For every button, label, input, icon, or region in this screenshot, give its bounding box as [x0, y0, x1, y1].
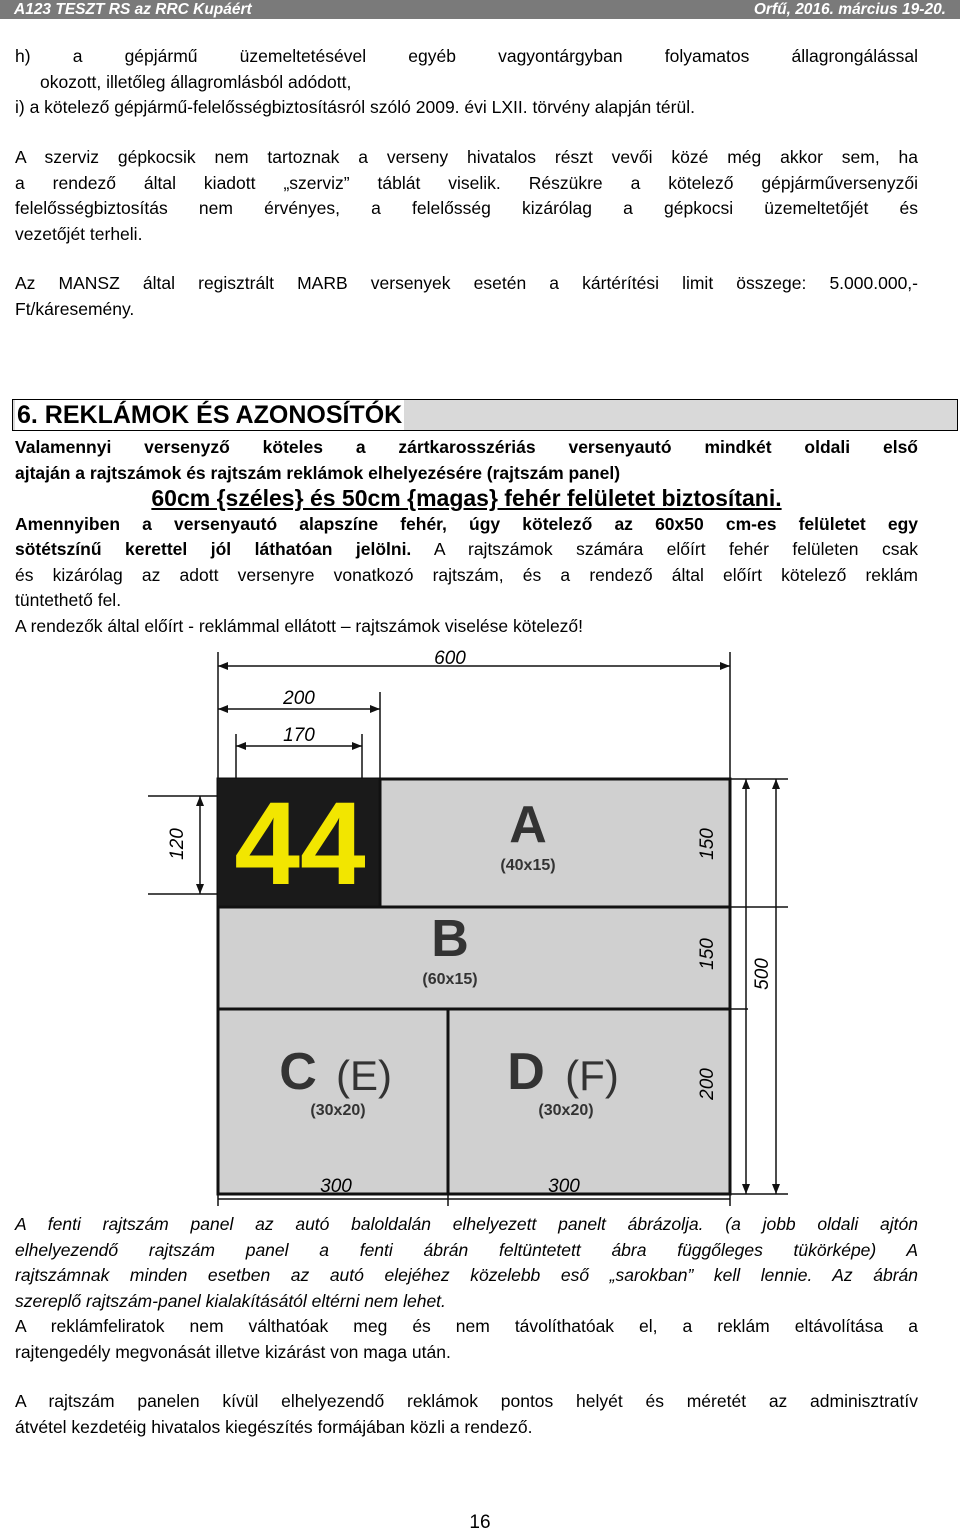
- page-number: 16: [469, 1512, 491, 1533]
- race-number-panel-diagram: [148, 644, 788, 1206]
- dim-150-b: 150: [697, 938, 718, 970]
- list-items: [15, 44, 918, 121]
- paragraph-other-ads: [15, 1389, 918, 1440]
- dim-500: 500: [752, 958, 773, 990]
- list-item-h-cont: okozott, illetőleg állagromlásból adódott,: [40, 71, 352, 92]
- dim-170: 170: [283, 725, 315, 746]
- text-line: A fenti rajtszám panel az autó baloldalán elhelyezett panelt ábrázolja. (a jobb oldali ajtón: [15, 1214, 918, 1234]
- text-line: A rajtszám panelen kívül elhelyezendő reklámok pontos helyét és méretét az adminisztratív: [15, 1391, 918, 1411]
- zone-b-size: (60x15): [422, 971, 478, 988]
- header-date: Orfű, 2016. március 19-20.: [753, 1, 946, 18]
- text-line: felelősségbiztosítás nem érvényes, a felelősség kizárólag a gépkocsi üzemeltetőjét és: [15, 198, 918, 218]
- section-title: 6. REKLÁMOK ÉS AZONOSÍTÓK: [17, 401, 403, 429]
- dim-300-b: 300: [548, 1176, 580, 1197]
- text-line: rajtengedély megvonását illetve kizárást von maga után.: [15, 1341, 451, 1362]
- text-line: A reklámfeliratok nem válthatóak meg és nem távolíthatóak el, a reklám eltávolítása a: [15, 1316, 918, 1336]
- list-item-i: i) a kötelező gépjármű-felelősségbiztosításról szóló 2009. évi LXII. törvény alapján térül.: [15, 97, 695, 117]
- list-item-h: h) a gépjármű üzemeltetésével egyéb vagyontárgyban folyamatos állagrongálással: [15, 46, 918, 66]
- dim-200-v: 200: [697, 1068, 718, 1100]
- text-line: elhelyezendő rajtszám panel a fenti ábrán feltüntetett ábra függőleges tükörképe) A: [15, 1239, 918, 1260]
- paragraph-figure-note: [15, 1212, 918, 1314]
- text-line: és kizárólag az adott versenyre vonatkozó rajtszám, és a rendező által előírt kötelező reklám: [15, 564, 918, 585]
- zone-d-size: (30x20): [538, 1102, 594, 1119]
- race-number: 44: [234, 778, 366, 910]
- text-line: a rendező által kiadott „szerviz” táblát viselik. Részükre a kötelező gépjárműversenyzői: [15, 172, 918, 193]
- paragraph-service-cars: [15, 145, 918, 247]
- text-line: A rendezők által előírt - reklámmal ellátott – rajtszámok viselése kötelező!: [15, 615, 584, 636]
- dim-120: 120: [167, 828, 188, 860]
- zone-c-size: (30x20): [310, 1102, 366, 1119]
- zone-c-letter: C: [279, 1043, 317, 1101]
- text-line: Amennyiben a versenyautó alapszíne fehér, úgy kötelező az 60x50 cm-es felületet egy: [15, 513, 918, 534]
- text-line: átvétel kezdetéig hivatalos kiegészítés formájában közli a rendező.: [15, 1416, 533, 1437]
- header-title: A123 TESZT RS az RRC Kupáért: [14, 1, 252, 18]
- text-line: vezetőjét terheli.: [15, 223, 143, 244]
- text-line: tüntethető fel.: [15, 590, 122, 610]
- zone-a-letter: A: [509, 796, 547, 854]
- zone-a-size: (40x15): [500, 857, 556, 874]
- dim-300-a: 300: [320, 1176, 352, 1197]
- zone-b-letter: B: [431, 910, 469, 968]
- text-line: Az MANSZ által regisztrált MARB versenyek esetén a kártérítési limit összege: 5.000.000,-: [15, 273, 918, 293]
- text-normal: A rajtszámok számára előírt fehér felületen csak: [411, 539, 918, 559]
- text-line: rajtszámnak minden esetben az autó elejéhez közelebb eső „sarokban” kell lennie. Az ábrán: [15, 1265, 918, 1285]
- text-line: ajtaján a rajtszámok és rajtszám reklámok elhelyezésére (rajtszám panel): [15, 462, 621, 483]
- section-heading: [12, 399, 958, 431]
- text-line: Ft/káresemény.: [15, 298, 135, 319]
- text-bold: sötétszínű kerettel jól láthatóan jelölni.: [15, 539, 412, 559]
- dim-600: 600: [434, 648, 466, 669]
- paragraph-limit: [15, 271, 918, 322]
- paragraph-ad-removal: [15, 1314, 918, 1365]
- dim-200: 200: [283, 688, 315, 709]
- text-line: A szerviz gépkocsik nem tartoznak a verseny hivatalos részt vevői közé még akkor sem, ha: [15, 147, 918, 167]
- paragraph-ads: [15, 435, 918, 639]
- zone-c-alt: (E): [336, 1052, 392, 1099]
- panel-size-statement: 60cm {széles} és 50cm {magas} fehér felületet biztosítani.: [151, 485, 782, 511]
- page-header: [0, 0, 960, 19]
- text-line: Valamennyi versenyző köteles a zártkarosszériás versenyautó mindkét oldali első: [15, 437, 918, 457]
- zone-d-letter: D: [507, 1043, 545, 1101]
- dim-150-a: 150: [697, 828, 718, 860]
- text-line: szereplő rajtszám-panel kialakításától eltérni nem lehet.: [15, 1290, 446, 1311]
- zone-d-alt: (F): [565, 1052, 619, 1099]
